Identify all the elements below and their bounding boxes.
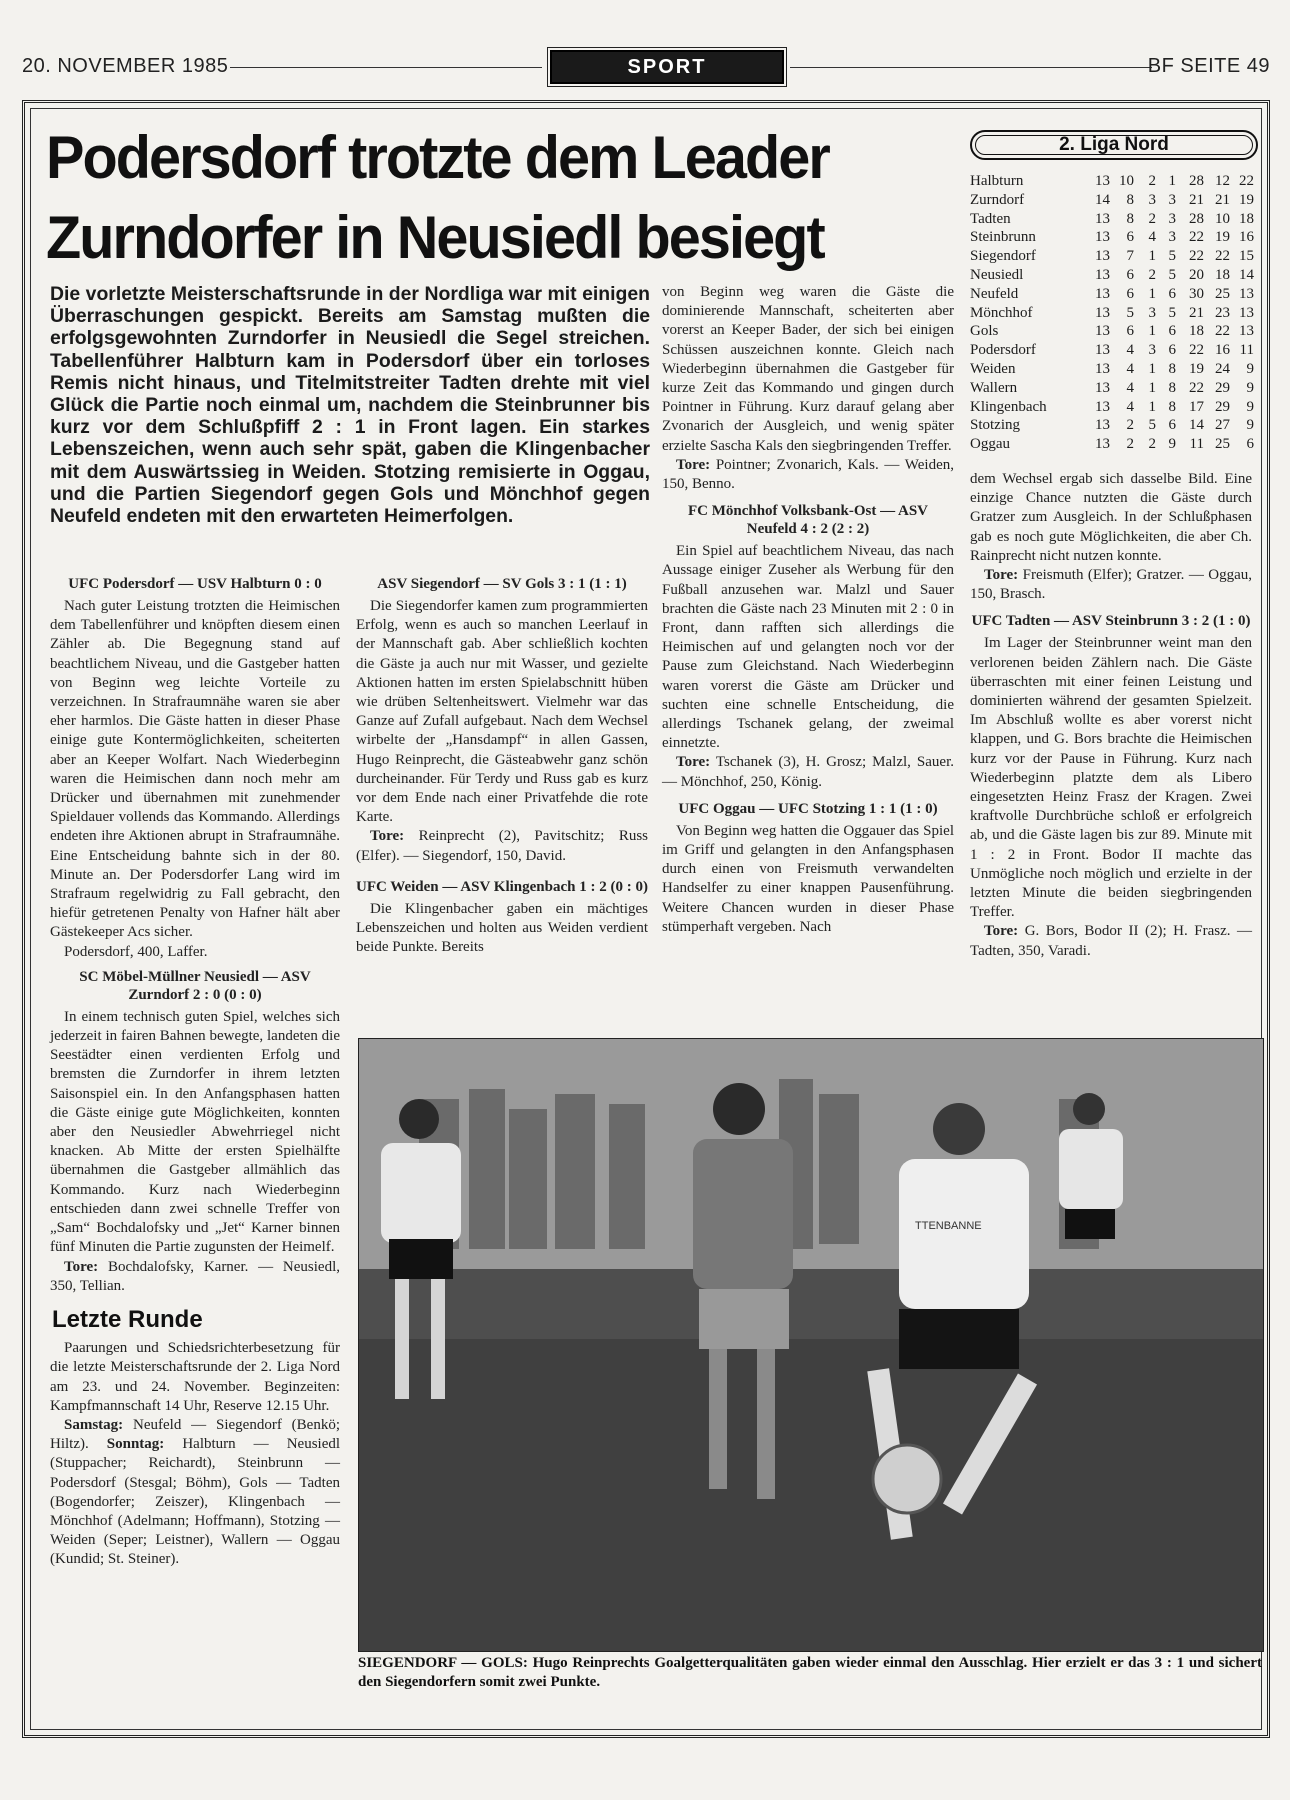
match-report: Ein Spiel auf beachtlichem Niveau, das nach Aussage einiger Zuseher als Werbung für den Fußball anzusehen war. Malzl und Sauer brachten die Gäste nach 23 Minuten mit 2 : 0 in Front, dann rafften sich allerdings die Heimischen auf und gelangten noch vor der Pause zum Gleichstand. Nach Wiederbeginn waren vorerst die Gäste am Drücker und suchten eine schnelle Entscheidung, die allerdings Tschanek gelang, der zweimal einnetzte. xyxy=(662,543,954,752)
team-stat: 9 xyxy=(1246,417,1254,434)
shirt-sponsor-text: TTENBANNE xyxy=(915,1220,982,1232)
match-report: Von Beginn weg hatten die Oggauer das Spiel im Griff und gelangten in den Anfangsphasen durch einen von Freismuth verwandelten Handselfer zu einer knappen Pausenführung. Weitere Chancen wurden in dieser Phase stümperhaft vergeben. Nach xyxy=(662,822,954,935)
team-stat: 5 xyxy=(1168,304,1176,321)
team-stat: 13 xyxy=(1095,173,1110,189)
match-scorers xyxy=(662,456,954,494)
match-report: Im Lager der Steinbrunner weint man den verlorenen beiden Zählern nach. Die Gäste überraschten mit einer feinen Leistung und dominierten während der gesamten Spielzeit. Im Abschluß wollte es aber vorerst nicht klappen, und G. Bors brachte die Heimischen kurz vor der Pause in Führung. Kurz nach Wiederbeginn platzte dem als Libero eingesetzten Heinz Frasz der Kragen. Zwei kraftvolle Durchbrüche schloß er erfolgreich ab, und die Gäste lagen bis zur 89. Minute mit 1 : 2 in Front. Bodor II machte das Unmögliche noch möglich und erzielte in der letzten Minute die beiden siegbringenden Treffer. xyxy=(970,635,1252,921)
team-stat: 7 xyxy=(1126,248,1134,265)
team-stat: 1 xyxy=(1148,398,1156,415)
team-stat: 4 xyxy=(1126,360,1134,377)
column-1 xyxy=(50,571,340,1570)
team-stat: 14 xyxy=(1095,191,1110,208)
team-stat: 1 xyxy=(1148,248,1156,265)
team-stat: 13 xyxy=(1239,304,1254,321)
match-title: FC Mönchhof Volksbank-Ost — ASV Neufeld 4 : 2 (2 : 2) xyxy=(687,503,929,538)
league-row xyxy=(970,304,1254,323)
team-stat: 6 xyxy=(1246,436,1254,453)
team-stat: 18 xyxy=(1189,323,1204,340)
round-intro: Paarungen und Schiedsrichterbesetzung für die letzte Meisterschaftsrunde der 2. Liga Nord am 23. und 24. November. Beginzeiten: Kampfmannschaft 14 Uhr, Reserve 12.15 Uhr. xyxy=(50,1340,340,1414)
team-stat: 2 xyxy=(1126,436,1134,453)
team-stat: 6 xyxy=(1126,285,1134,302)
saturday-label: Samstag: xyxy=(64,1416,124,1433)
team-stat: 21 xyxy=(1189,304,1204,321)
team-stat: 13 xyxy=(1095,210,1110,227)
scorers-text: G. Bors, Bodor II (2); H. Frasz. — Tadten, 350, Varadi. xyxy=(970,923,1253,959)
team-stat: 22 xyxy=(1189,229,1204,246)
team-stat: 13 xyxy=(1095,285,1110,302)
scorers-text: Bochdalofsky, Karner. — Neusiedl, 350, Tellian. xyxy=(50,1258,341,1294)
column-3 xyxy=(662,283,954,937)
team-stat: 8 xyxy=(1168,398,1176,415)
match-report: von Beginn weg waren die Gäste die dominierende Mannschaft, scheiterten aber vorerst an Keeper Bader, der sich bei einigen Schüssen auszeichnen konnte. Gleich nach Wiederbeginn übernahmen die Gastgeber für kurze Zeit das Kommando und gingen durch Pointner in Führung. Kurz darauf gelang aber Zvonarich der Ausgleich, und wenig später erzielte Sascha Kals den siegbringenden Treffer. xyxy=(662,284,954,454)
scorers-text: Reinprecht (2), Pavitschitz; Russ (Elfer). — Siegendorf, 150, David. xyxy=(356,828,649,864)
team-stat: 6 xyxy=(1126,266,1134,283)
scorers-label: Tore: xyxy=(64,1258,99,1275)
team-stat: 10 xyxy=(1215,210,1230,227)
league-table xyxy=(970,172,1254,454)
team-stat: 25 xyxy=(1215,285,1230,302)
team-stat: 2 xyxy=(1148,173,1156,189)
column-2 xyxy=(356,571,648,957)
team-stat: 25 xyxy=(1215,436,1230,453)
match-scorers xyxy=(50,1258,340,1296)
team-stat: 22 xyxy=(1215,248,1230,265)
team-stat: 6 xyxy=(1126,323,1134,340)
team-stat: 13 xyxy=(1095,342,1110,359)
team-stat: 4 xyxy=(1148,229,1156,246)
photo-caption: SIEGENDORF — GOLS: Hugo Reinprechts Goalgetterqualitäten gaben wieder einmal den Ausschlag. Hier erzielt er das 3 : 1 und sichert den Siegendorfern somit zwei Punkte. xyxy=(358,1655,1262,1690)
team-name: Stotzing xyxy=(970,417,1021,434)
league-row xyxy=(970,398,1254,417)
league-row xyxy=(970,210,1254,229)
team-stat: 3 xyxy=(1168,210,1176,227)
scorers-label: Tore: xyxy=(370,828,405,845)
team-stat: 13 xyxy=(1095,304,1110,321)
team-stat: 17 xyxy=(1189,398,1204,415)
team-stat: 28 xyxy=(1189,173,1204,189)
team-stat: 1 xyxy=(1148,285,1156,302)
team-stat: 19 xyxy=(1189,360,1204,377)
team-stat: 2 xyxy=(1148,436,1156,453)
photo-illustration xyxy=(359,1039,1263,1651)
team-stat: 3 xyxy=(1148,342,1156,359)
team-stat: 13 xyxy=(1095,323,1110,340)
match-title: UFC Weiden — ASV Klingenbach 1 : 2 (0 : 0) xyxy=(356,878,648,895)
team-stat: 6 xyxy=(1168,342,1176,359)
team-stat: 9 xyxy=(1246,360,1254,377)
section-subtitle: Letzte Runde xyxy=(52,1305,203,1333)
team-stat: 13 xyxy=(1095,417,1110,434)
team-stat: 6 xyxy=(1168,323,1176,340)
team-stat: 9 xyxy=(1246,379,1254,396)
team-stat: 5 xyxy=(1168,266,1176,283)
match-report: Nach guter Leistung trotzten die Heimischen dem Tabellenführer und knöpften diesem einen Zähler ab. Die Begegnung stand auf beachtlichem Niveau, und die Gastgeber hatten von Beginn weg leichte Vorteile zu verzeichnen. In Strafraumnähe waren sie aber eher harmlos. Die Gäste hatten in dieser Phase einige gute Kontermöglichkeiten, scheiterten aber an Keeper Wolfart. Nach Wiederbeginn waren die Heimischen dann noch mehr am Drücker und übernahmen mit zunehmender Spieldauer vollends das Kommando. Allerdings endeten ihre Aktionen abrupt in Strafraumnähe. Eine Entscheidung bahnte sich in der 80. Minute an. Der Podersdorfer Lang wird im Strafraum regelwidrig zu Fall gebracht, den hiefür getretenen Penalty von Hafner hält aber Gästekeeper Acs sicher. xyxy=(50,598,340,941)
team-stat: 5 xyxy=(1126,304,1134,321)
page-number: BF SEITE 49 xyxy=(1147,55,1270,77)
issue-date: 20. NOVEMBER 1985 xyxy=(22,55,229,77)
team-stat: 13 xyxy=(1095,248,1110,265)
scorers-label: Tore: xyxy=(984,923,1019,940)
team-stat: 19 xyxy=(1215,229,1230,246)
team-stat: 4 xyxy=(1126,342,1134,359)
team-name: Mönchhof xyxy=(970,304,1033,321)
team-stat: 9 xyxy=(1168,436,1176,453)
team-name: Halbturn xyxy=(970,173,1024,189)
team-stat: 2 xyxy=(1148,266,1156,283)
team-stat: 22 xyxy=(1239,173,1254,189)
team-stat: 9 xyxy=(1246,398,1254,415)
team-stat: 1 xyxy=(1168,173,1176,189)
team-stat: 11 xyxy=(1189,436,1204,453)
headline xyxy=(46,118,929,278)
match-report: dem Wechsel ergab sich dasselbe Bild. Eine einzige Chance nutzten die Gäste durch Gratzer zum Ausgleich. In der Schlußphasen gab es noch gute Möglichkeiten, die aber Ch. Rainprecht nicht nutzen konnte. xyxy=(970,471,1252,564)
league-row xyxy=(970,341,1254,360)
league-row xyxy=(970,285,1254,304)
team-stat: 16 xyxy=(1239,229,1254,246)
team-stat: 10 xyxy=(1119,173,1134,189)
match-title: ASV Siegendorf — SV Gols 3 : 1 (1 : 1) xyxy=(377,576,627,592)
team-stat: 27 xyxy=(1215,417,1230,434)
match-report: Die Siegendorfer kamen zum programmierten Erfolg, wenn es auch so manchen Leerlauf in der Mannschaft gab. Aber schließlich kochten die Gäste ja auch nur mit Wasser, und gezielte Aktionen hatten im ersten Spielabschnitt hüben wie drüben Seltenheitswert. Vielmehr war das Ganze auf Zufall aufgebaut. Nach dem Wechsel wirbelte der „Hansdampf“ in allen Gassen, Hugo Reinprecht, die Gästeabwehr ganz schön durcheinander. Für Terdy und Russ gab es kurz vor dem Ende nach einer Privatfehde die rote Karte. xyxy=(356,598,648,826)
team-stat: 3 xyxy=(1148,304,1156,321)
league-row xyxy=(970,172,1254,191)
team-stat: 13 xyxy=(1239,323,1254,340)
team-stat: 13 xyxy=(1095,436,1110,453)
column-4 xyxy=(970,470,1252,961)
league-row xyxy=(970,228,1254,247)
team-stat: 28 xyxy=(1189,210,1204,227)
sunday-label: Sonntag: xyxy=(106,1436,165,1453)
match-scorers xyxy=(970,922,1252,960)
team-stat: 3 xyxy=(1168,191,1176,208)
team-stat: 15 xyxy=(1239,248,1254,265)
league-table-title: 2. Liga Nord xyxy=(970,130,1258,160)
match-title: UFC Oggau — UFC Stotzing 1 : 1 (1 : 0) xyxy=(678,800,938,817)
team-stat: 1 xyxy=(1148,379,1156,396)
league-row xyxy=(970,416,1254,435)
match-scorers xyxy=(356,827,648,865)
team-stat: 11 xyxy=(1239,342,1254,359)
team-stat: 24 xyxy=(1215,360,1230,377)
scorers-text: Pointner; Zvonarich, Kals. — Weiden, 150, Benno. xyxy=(662,456,954,493)
photo-pitch-shadow xyxy=(359,1339,1263,1651)
team-name: Weiden xyxy=(970,360,1016,377)
team-name: Oggau xyxy=(970,436,1010,453)
match-title: UFC Tadten — ASV Steinbrunn 3 : 2 (1 : 0) xyxy=(971,613,1251,630)
football xyxy=(873,1445,941,1513)
team-stat: 19 xyxy=(1239,191,1254,208)
saturday-text: Neufeld — Siegendorf (Benkö; Hiltz). xyxy=(50,1416,340,1453)
team-stat: 13 xyxy=(1095,229,1110,246)
team-stat: 2 xyxy=(1148,210,1156,227)
team-stat: 18 xyxy=(1215,266,1230,283)
team-stat: 6 xyxy=(1168,417,1176,434)
match-report: In einem technisch guten Spiel, welches sich jederzeit in fairen Bahnen bewegte, landeten die Seestädter einen verdienten Erfolg und bremsten die Zurndorfer in ihrem letzten Saisonspiel ein. In den Anfangsphasen hatten die Gäste einige gute Möglichkeiten, konnten aber den Neusiedler Abwehrriegel nicht knacken. Ab Mitte der ersten Spielhälfte übernahmen die Gastgeber allmählich das Kommando. Kurz nach Wiederbeginn entschieden dann zwei schnelle Treffer von „Sam“ Bochdalofsky und „Jet“ Karner binnen fünf Minuten die Partie zugunsten der Heimelf. xyxy=(50,1008,340,1256)
match-scorers xyxy=(662,753,954,791)
team-stat: 5 xyxy=(1168,248,1176,265)
team-stat: 6 xyxy=(1126,229,1134,246)
team-name: Neufeld xyxy=(970,285,1019,302)
team-stat: 13 xyxy=(1095,360,1110,377)
team-stat: 20 xyxy=(1189,266,1204,283)
team-stat: 14 xyxy=(1239,266,1254,283)
team-stat: 12 xyxy=(1215,173,1230,189)
team-stat: 22 xyxy=(1189,379,1204,396)
match-scorers xyxy=(970,566,1252,604)
match-title: SC Möbel-Müllner Neusiedl — ASV Zurndorf 2 : 0 (0 : 0) xyxy=(79,968,311,1003)
team-stat: 13 xyxy=(1095,266,1110,283)
team-stat: 6 xyxy=(1168,285,1176,302)
team-stat: 30 xyxy=(1189,285,1204,302)
team-stat: 1 xyxy=(1148,360,1156,377)
team-stat: 5 xyxy=(1148,417,1156,434)
section-badge: SPORT xyxy=(550,50,784,84)
header-rule-left xyxy=(230,67,542,68)
team-name: Klingenbach xyxy=(970,398,1047,415)
team-stat: 4 xyxy=(1126,379,1134,396)
scorers-text: Tschanek (3), H. Grosz; Malzl, Sauer. — Mönchhof, 250, König. xyxy=(662,754,954,790)
team-stat: 23 xyxy=(1215,304,1230,321)
team-stat: 3 xyxy=(1168,229,1176,246)
team-stat: 21 xyxy=(1215,191,1230,208)
sunday-text: Halbturn — Neusiedl (Stuppacher; Reichardt), Steinbrunn — Podersdorf (Stesgal; Böhm), Gols — Tadten (Bogendorfer; Zeiszer), Klingenbach — Mönchhof (Adelmann; Hoffmann), Stotzing — Weiden (Seper; Leistner), Wallern — Oggau (Kundid; St. Steiner). xyxy=(50,1436,341,1568)
scorers-label: Tore: xyxy=(984,567,1019,584)
team-name: Steinbrunn xyxy=(970,229,1036,246)
match-info: Podersdorf, 400, Laffer. xyxy=(64,943,208,960)
team-stat: 13 xyxy=(1095,398,1110,415)
team-stat: 13 xyxy=(1239,285,1254,302)
team-stat: 29 xyxy=(1215,398,1230,415)
team-name: Siegendorf xyxy=(970,248,1036,265)
round-saturday xyxy=(50,1416,340,1570)
match-title: UFC Podersdorf — USV Halbturn 0 : 0 xyxy=(68,576,322,592)
team-name: Neusiedl xyxy=(970,266,1024,283)
team-stat: 22 xyxy=(1189,248,1204,265)
league-row xyxy=(970,379,1254,398)
team-stat: 16 xyxy=(1215,342,1230,359)
page-header xyxy=(22,50,1270,84)
team-stat: 29 xyxy=(1215,379,1230,396)
team-stat: 22 xyxy=(1189,342,1204,359)
team-stat: 4 xyxy=(1126,398,1134,415)
team-stat: 13 xyxy=(1095,379,1110,396)
team-stat: 1 xyxy=(1148,323,1156,340)
scorers-label: Tore: xyxy=(676,754,711,771)
headline-line-2: Zurndorfer in Neusiedl besiegt xyxy=(46,204,824,271)
league-row xyxy=(970,247,1254,266)
team-stat: 8 xyxy=(1126,191,1134,208)
team-stat: 22 xyxy=(1215,323,1230,340)
team-name: Zurndorf xyxy=(970,191,1025,208)
league-row xyxy=(970,360,1254,379)
team-stat: 8 xyxy=(1168,360,1176,377)
scorers-label: Tore: xyxy=(676,456,711,473)
league-row xyxy=(970,191,1254,210)
league-row xyxy=(970,322,1254,341)
match-photo xyxy=(358,1038,1264,1652)
team-name: Podersdorf xyxy=(970,342,1036,359)
team-stat: 14 xyxy=(1189,417,1204,434)
team-name: Tadten xyxy=(970,210,1011,227)
team-name: Wallern xyxy=(970,379,1018,396)
team-stat: 3 xyxy=(1148,191,1156,208)
headline-line-1: Podersdorf trotzte dem Leader xyxy=(46,124,829,191)
team-stat: 8 xyxy=(1126,210,1134,227)
header-rule-right xyxy=(790,67,1152,68)
team-stat: 18 xyxy=(1239,210,1254,227)
team-stat: 2 xyxy=(1126,417,1134,434)
team-stat: 21 xyxy=(1189,191,1204,208)
team-name: Gols xyxy=(970,323,999,340)
league-row xyxy=(970,435,1254,454)
league-row xyxy=(970,266,1254,285)
scorers-text: Freismuth (Elfer); Gratzer. — Oggau, 150, Brasch. xyxy=(970,567,1252,603)
team-stat: 8 xyxy=(1168,379,1176,396)
match-report: Die Klingenbacher gaben ein mächtiges Lebenszeichen und holten aus Weiden verdient beide Punkte. Bereits xyxy=(356,900,648,956)
lead-paragraph: Die vorletzte Meisterschaftsrunde in der Nordliga war mit einigen Überraschungen gespickt. Bereits am Samstag mußten die erfolgsgewohnten Zurndorfer in Neusiedl die Segel streichen. Tabellenführer Halbturn kam in Podersdorf über ein torloses Remis nicht hinaus, und Titelmitstreiter Tadten drehte mit viel Glück die Partie noch einmal um, nachdem die Steinbrunner bis kurz vor dem Schlußpfiff 2 : 1 in Front lagen. Ein starkes Lebenszeichen, wenn auch sehr spät, gaben die Klingenbacher mit dem Auswärtssieg in Weiden. Stotzing remisierte in Oggau, und die Partien Siegendorf gegen Gols und Mönchhof gegen Neufeld endeten mit den erwarteten Heimerfolgen. xyxy=(50,283,650,528)
